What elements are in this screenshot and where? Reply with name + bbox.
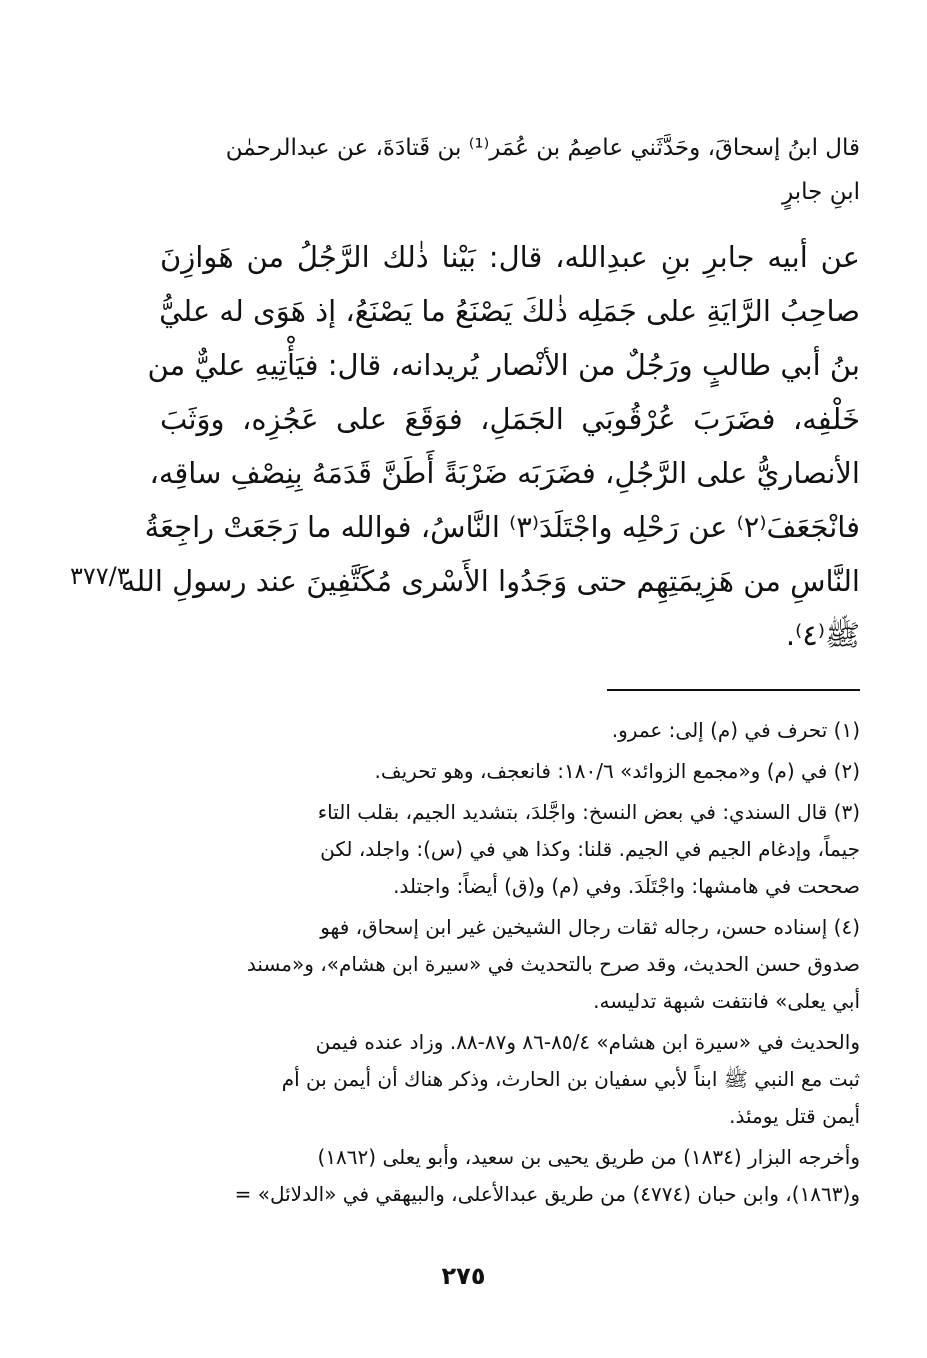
footnote-4-takhrij — [160, 1139, 860, 1213]
hadith-line: ﷺ⁽٤⁾. — [785, 618, 860, 652]
page-number: ٢٧٥ — [441, 1262, 486, 1290]
hadith-line: صاحِبُ الرَّايَةِ على جَمَلِه ذٰلكَ يَصْنَعُ ما يَصْنَعُ، إذ هَوَى له عليُّ — [159, 294, 860, 328]
hadith-line: خَلْفِه، فضَرَبَ عُرْقُوبَي الجَمَلِ، فوَقَعَ على عَجُزِه، ووَثَبَ — [160, 402, 860, 436]
footnote-line: (٢) في (م) و«مجمع الزوائد» ١٨٠/٦: فانعجف، وهو تحريف. — [374, 759, 860, 783]
intro-line: ابنِ جابرٍ — [782, 179, 860, 205]
hadith-line: عن أبيه جابرِ بنِ عبدِالله، قال: بَيْنا ذٰلك الرَّجُلُ من هَوازِنَ — [160, 240, 860, 274]
footnote-line: أبي يعلى» فانتفت شبهة تدليسه. — [593, 989, 860, 1013]
footnote-3 — [160, 794, 860, 905]
hadith-line: الأنصاريُّ على الرَّجُلِ، فضَرَبَه ضَرْبَةً أَطَنَّ قَدَمَهُ بِنِصْفِ ساقِه، — [149, 456, 860, 490]
hadith-text — [120, 230, 860, 662]
footnote-line: صدوق حسن الحديث، وقد صرح بالتحديث في «سيرة ابن هشام»، و«مسند — [246, 952, 860, 976]
hadith-line: النَّاسِ من هَزِيمَتِهِم حتى وَجَدُوا الأَسْرى مُكَتَّفِينَ عند رسولِ الله — [120, 564, 860, 598]
footnote-line: (٤) إسناده حسن، رجاله ثقات رجال الشيخين غير ابن إسحاق، فهو — [320, 915, 860, 939]
footnote-2 — [160, 753, 860, 790]
footnote-4-continued — [160, 1024, 860, 1135]
footnote-line: جيماً، وإدغام الجيم في الجيم. قلنا: وكذا هي في (س): واجلد، لكن — [320, 837, 860, 861]
footnote-line: (١) تحرف في (م) إلى: عمرو. — [611, 718, 860, 742]
hadith-line: فانْجَعَفَ⁽٢⁾ عن رَحْلِه واجْتَلَدَ⁽٣⁾ النَّاسُ، فوالله ما رَجَعَتْ راجِعَةُ — [144, 510, 860, 544]
footnote-line: والحديث في «سيرة ابن هشام» ٨٥/٤-٨٦ و٨٧-٨٨. وزاد عنده فيمن — [315, 1030, 860, 1054]
footnote-line: وأخرجه البزار (١٨٣٤) من طريق يحيى بن سعيد، وأبو يعلى (١٨٦٢) — [317, 1145, 860, 1169]
isnad-intro — [160, 126, 860, 214]
footnote-line: صححت في هامشها: واجْتَلَدَ. وفي (م) و(ق) أيضاً: واجتلد. — [393, 874, 860, 898]
footnote-divider — [607, 689, 860, 691]
footnote-line: ثبت مع النبي ﷺ ابناً لأبي سفيان بن الحارث، وذكر هناك أن أيمن بن أم — [281, 1067, 860, 1091]
footnote-line: (٣) قال السندي: في بعض النسخ: واجَّلدَ، بتشديد الجيم، بقلب التاء — [317, 800, 860, 824]
footnote-4 — [160, 909, 860, 1020]
footnote-1 — [160, 712, 860, 749]
footnote-line: و(١٨٦٣)، وابن حبان (٤٧٧٤) من طريق عبدالأعلى، والبيهقي في «الدلائل» = — [234, 1182, 860, 1206]
intro-line: قال ابنُ إسحاقَ، وحَدَّثَني عاصِمُ بن عُمَر⁽¹⁾ بن قَتادَةَ، عن عبدالرحمٰن — [225, 135, 860, 161]
footnote-line: أيمن قتل يومئذ. — [729, 1104, 860, 1128]
hadith-line: بنُ أبي طالبٍ ورَجُلٌ من الأنْصار يُريدانه، قال: فيَأْتِيهِ عليٌّ من — [147, 348, 860, 382]
margin-volume-page-reference: ٣٧٧/٣ — [70, 562, 130, 590]
footnotes — [160, 712, 860, 1217]
